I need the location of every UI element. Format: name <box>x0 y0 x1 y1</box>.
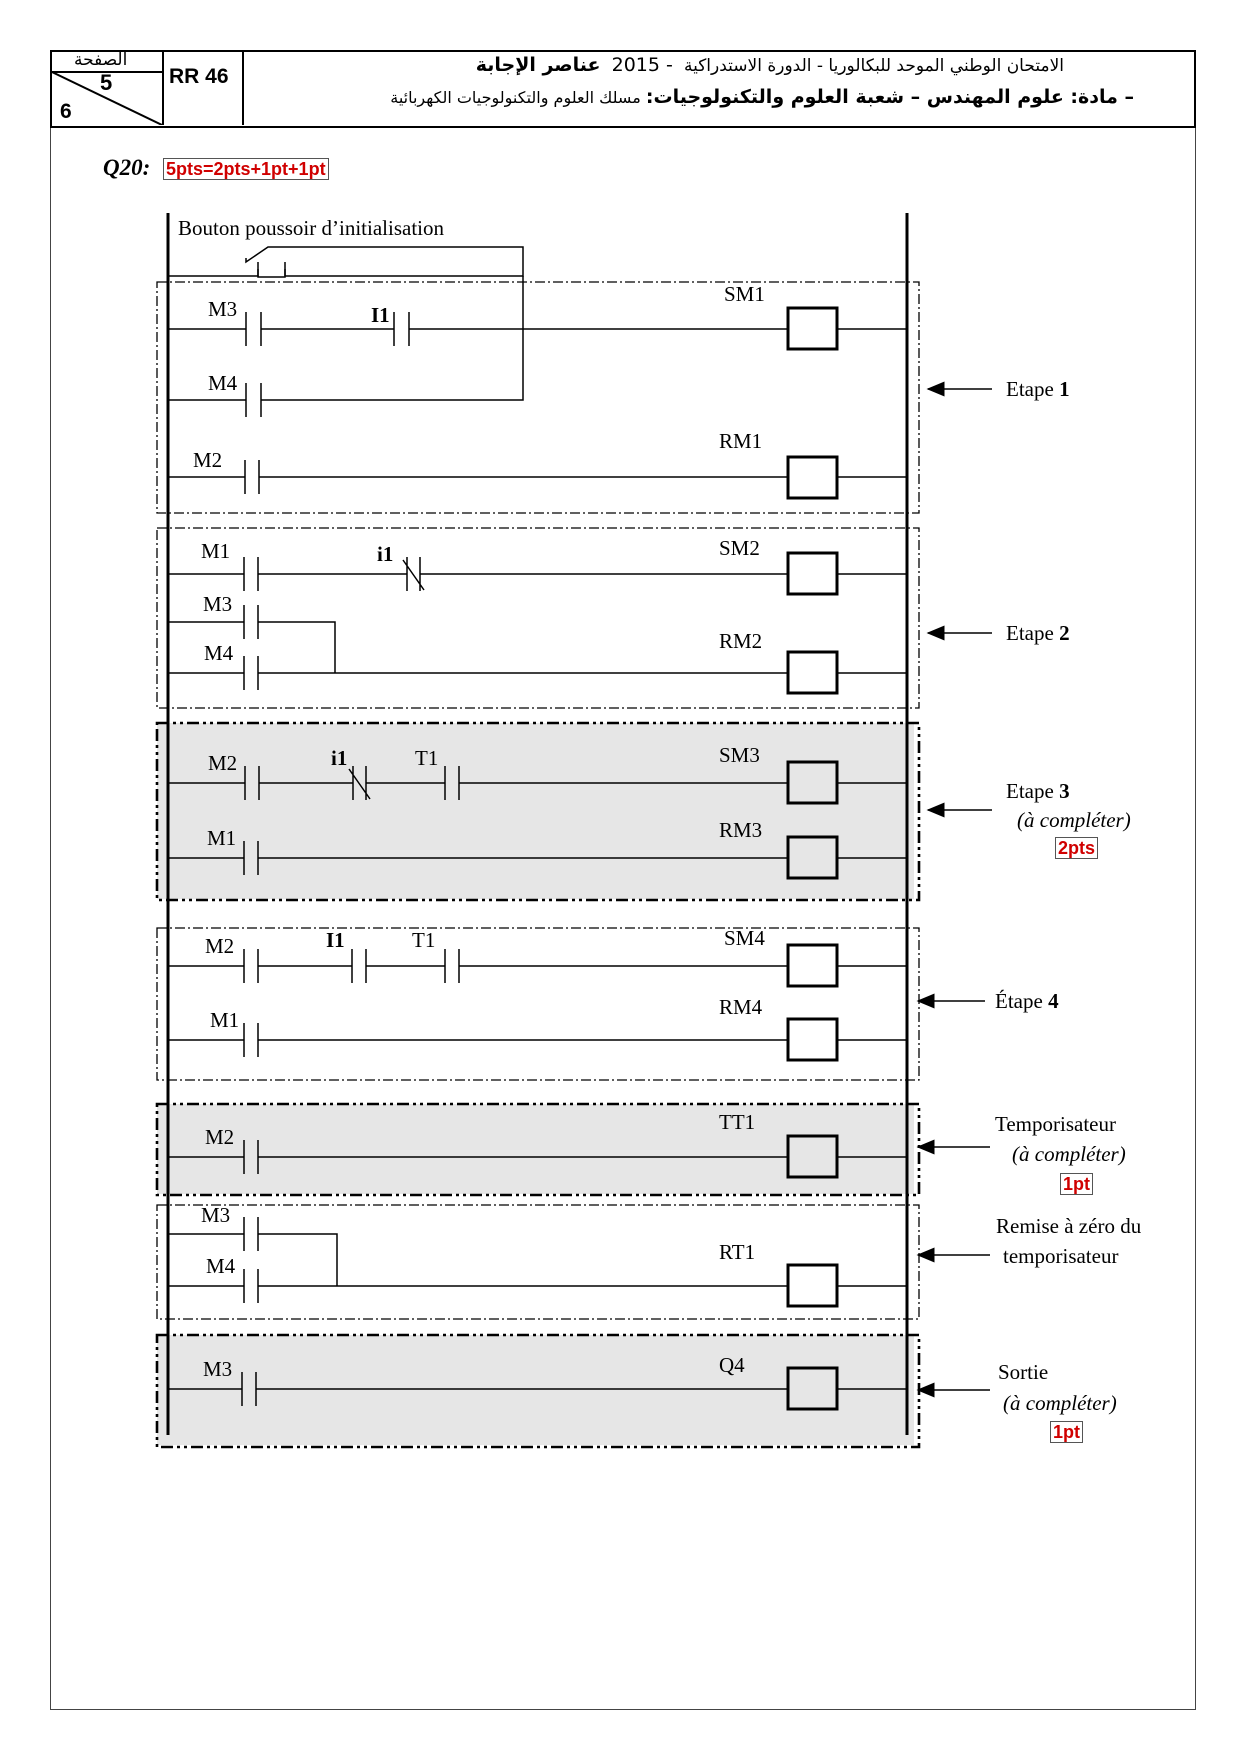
tempo-points-badge: 1pt <box>1060 1173 1093 1195</box>
header-subject: – مادة: علوم المهندس – شعبة العلوم والتكنولوجيات: <box>645 86 1134 108</box>
coil-rm2 <box>788 652 837 693</box>
label-r13-m4: M4 <box>206 1254 236 1278</box>
label-r4-m1: M1 <box>201 539 231 563</box>
label-r1-m3: M3 <box>208 297 238 321</box>
label-coil-rm2: RM2 <box>719 629 763 653</box>
label-coil-rt1: RT1 <box>719 1240 756 1264</box>
question-points-badge: 5pts=2pts+1pt+1pt <box>163 158 329 180</box>
label-coil-rm1: RM1 <box>719 429 763 453</box>
page-number: 5 <box>100 70 113 95</box>
sortie-points-badge: 1pt <box>1050 1421 1083 1443</box>
page-word: الصفحة <box>74 50 128 70</box>
coil-rt1 <box>788 1265 837 1306</box>
coil-sm2 <box>788 553 837 594</box>
annot-etape3-note: (à compléter) <box>1017 808 1131 832</box>
contact-m3-rung5 <box>244 605 258 639</box>
label-r6-m4: M4 <box>204 641 234 665</box>
label-coil-sm4: SM4 <box>724 926 765 950</box>
rung5-wire <box>168 622 335 673</box>
label-r7-t1: T1 <box>415 746 439 770</box>
coil-sm4 <box>788 945 837 986</box>
label-coil-tt1: TT1 <box>719 1110 756 1134</box>
label-r4-i1: i1 <box>377 542 394 566</box>
header-exam-title: الامتحان الوطني الموحد للبكالوريا - الدورة الاستدراكية <box>683 56 1064 76</box>
contact-m3-rung12 <box>244 1217 258 1251</box>
label-r7-i1: i1 <box>331 746 348 770</box>
init-button-wire <box>168 247 523 276</box>
coil-sm1 <box>788 308 837 349</box>
annot-etape2: Etape 2 <box>1006 621 1070 645</box>
contact-t1-rung9 <box>445 949 459 983</box>
contact-m1-rung4 <box>244 557 258 591</box>
label-r12-m3: M3 <box>201 1203 231 1227</box>
annot-etape4: Étape 4 <box>995 989 1059 1013</box>
coil-rm4 <box>788 1019 837 1060</box>
rung12-wire <box>168 1234 337 1286</box>
annot-etape1: Etape 1 <box>1006 377 1070 401</box>
page-total: 6 <box>60 100 72 123</box>
label-r7-m2: M2 <box>208 751 238 775</box>
zone-etape3-fill <box>157 723 914 899</box>
label-coil-rm4: RM4 <box>719 995 763 1019</box>
contact-m4-rung2 <box>246 383 261 417</box>
contact-m4-rung6 <box>244 656 258 690</box>
coil-rm1 <box>788 457 837 498</box>
label-r9-i1: I1 <box>326 928 345 952</box>
exam-code: RR 46 <box>169 65 229 88</box>
label-r1-i1: I1 <box>371 303 390 327</box>
annot-tempo: Temporisateur <box>995 1112 1116 1136</box>
label-coil-q4: Q4 <box>719 1353 745 1377</box>
label-r11-m2: M2 <box>205 1125 235 1149</box>
label-r14-m3: M3 <box>203 1357 233 1381</box>
header-track: مسلك العلوم والتكنولوجيات الكهربائية <box>390 88 641 107</box>
header-year: 2015 - <box>611 54 673 76</box>
label-r2-m4: M4 <box>208 371 238 395</box>
label-r8-m1: M1 <box>207 826 237 850</box>
label-coil-rm3: RM3 <box>719 818 763 842</box>
contact-i1-rung1 <box>394 312 409 346</box>
annot-sortie-note: (à compléter) <box>1003 1391 1117 1415</box>
init-button-label: Bouton poussoir d’initialisation <box>178 216 444 240</box>
zone-sortie-fill <box>157 1335 914 1445</box>
etape3-points-badge: 2pts <box>1055 837 1098 859</box>
annot-reset-line1: Remise à zéro du <box>996 1214 1142 1238</box>
label-coil-sm3: SM3 <box>719 743 760 767</box>
init-button-symbol <box>258 269 285 277</box>
contact-i1-rung9 <box>352 949 366 983</box>
label-r9-m2: M2 <box>205 934 235 958</box>
label-coil-sm2: SM2 <box>719 536 760 560</box>
annot-etape3: Etape 3 <box>1006 779 1070 803</box>
annot-tempo-note: (à compléter) <box>1012 1142 1126 1166</box>
label-r10-m1: M1 <box>210 1008 240 1032</box>
zone-etape2 <box>157 528 919 708</box>
zone-reset <box>157 1205 919 1319</box>
contact-m4-rung13 <box>244 1269 258 1303</box>
annot-sortie: Sortie <box>998 1360 1049 1384</box>
label-r9-t1: T1 <box>412 928 436 952</box>
zone-etape1 <box>157 282 919 513</box>
question-label: Q20: <box>103 155 151 180</box>
contact-m2-rung3 <box>245 460 259 494</box>
annot-reset-line2: temporisateur <box>1003 1244 1119 1268</box>
contact-m2-rung9 <box>244 949 258 983</box>
zone-etape4 <box>157 928 919 1080</box>
zone-tempo-fill <box>157 1104 914 1194</box>
label-coil-sm1: SM1 <box>724 282 765 306</box>
contact-m1-rung10 <box>244 1023 258 1057</box>
contact-m3-rung1 <box>246 312 261 346</box>
label-r3-m2: M2 <box>193 448 223 472</box>
header-answer-title: عناصر الإجابة <box>475 54 601 76</box>
label-r5-m3: M3 <box>203 592 233 616</box>
